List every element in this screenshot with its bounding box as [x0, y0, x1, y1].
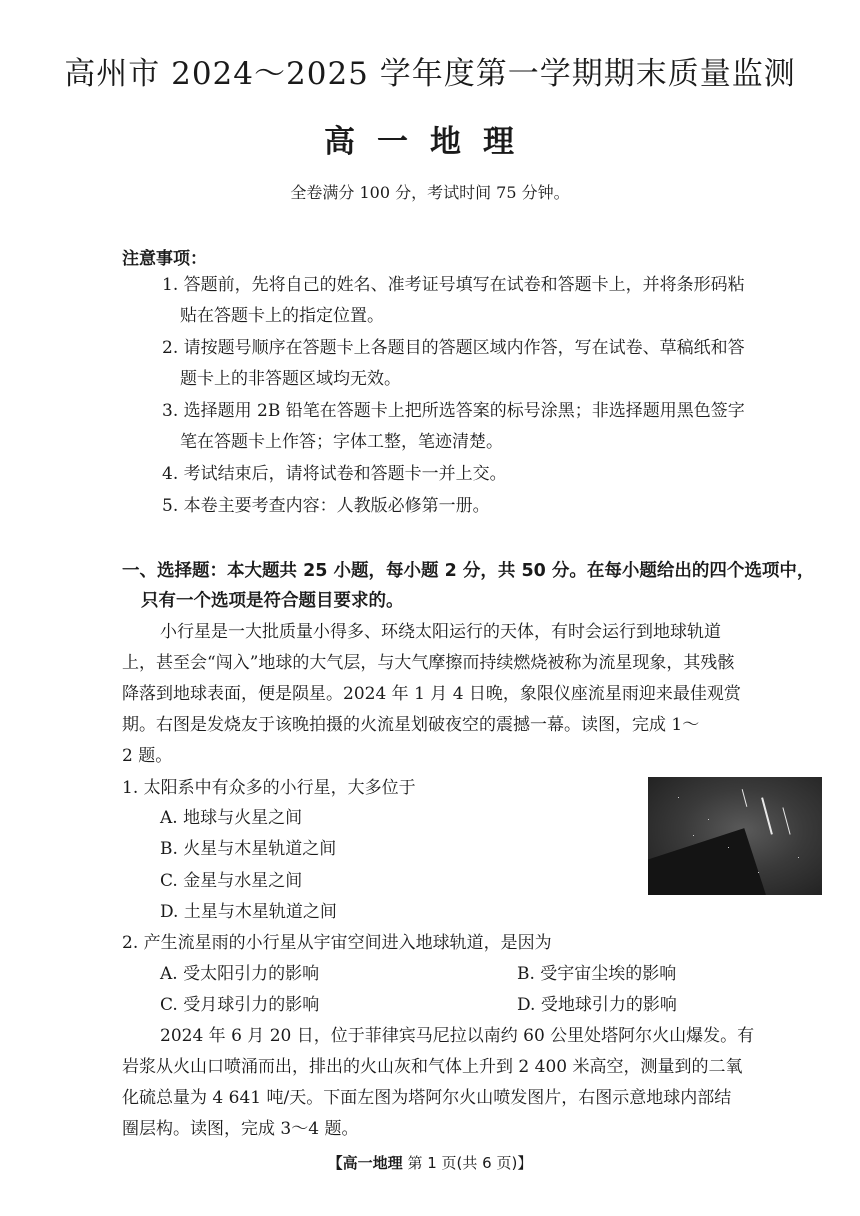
passage-line: 小行星是一大批质量小得多、环绕太阳运行的天体，有时会运行到地球轨道 [160, 622, 721, 642]
q2-option-d: D. 受地球引力的影响 [517, 995, 677, 1015]
section-heading [122, 556, 832, 616]
note-line: 题卡上的非答题区域均无效。 [180, 369, 401, 389]
question-2-stem: 2. 产生流星雨的小行星从宇宙空间进入地球轨道，是因为 [122, 933, 552, 953]
footer-page-number: 第 1 页(共 6 页)】 [407, 1154, 533, 1172]
photo-hill-silhouette [648, 828, 766, 895]
passage-line: 2 题。 [122, 746, 173, 766]
star-dot [758, 872, 759, 873]
q2-option-a: A. 受太阳引力的影响 [160, 964, 320, 984]
note-item [162, 491, 822, 522]
note-item [162, 270, 822, 332]
meteor-streak [761, 797, 773, 834]
notes-heading: 注意事项： [122, 249, 207, 269]
note-line: 4. 考试结束后，请将试卷和答题卡一并上交。 [162, 464, 507, 484]
q2-option-c: C. 受月球引力的影响 [160, 995, 320, 1015]
passage-meteor [122, 617, 822, 772]
footer-subject: 【高一地理 [327, 1154, 403, 1172]
meteor-streak [782, 807, 790, 834]
star-dot [728, 847, 729, 848]
note-item [162, 333, 822, 395]
subject-title: 高一地理 [324, 124, 536, 160]
star-dot [678, 797, 679, 798]
q1-option-a: A. 地球与火星之间 [160, 808, 303, 828]
passage-line: 上，甚至会“闯入”地球的大气层，与大气摩擦而持续燃烧被称为流星现象，其残骸 [122, 653, 735, 673]
section-heading-line: 只有一个选项是符合题目要求的。 [141, 591, 404, 611]
q2-option-b: B. 受宇宙尘埃的影响 [517, 964, 677, 984]
meteor-photo [648, 777, 822, 895]
exam-meta: 全卷满分 100 分，考试时间 75 分钟。 [290, 183, 570, 202]
passage-volcano [122, 1021, 822, 1145]
q1-option-b: B. 火星与木星轨道之间 [160, 839, 337, 859]
passage-line: 期。右图是发烧友于该晚拍摄的火流星划破夜空的震撼一幕。读图，完成 1～ [122, 715, 700, 735]
exam-title: 高州市 2024～2025 学年度第一学期期末质量监测 [64, 56, 796, 92]
note-line: 1. 答题前，先将自己的姓名、准考证号填写在试卷和答题卡上，并将条形码粘 [162, 275, 745, 295]
note-line: 3. 选择题用 2B 铅笔在答题卡上把所选答案的标号涂黑；非选择题用黑色签字 [162, 401, 745, 421]
passage-line: 化硫总量为 4 641 吨/天。下面左图为塔阿尔火山喷发图片，右图示意地球内部结 [122, 1088, 732, 1108]
page-footer [0, 1152, 860, 1173]
star-dot [798, 857, 799, 858]
q1-option-d: D. 土星与木星轨道之间 [160, 902, 337, 922]
passage-line: 降落到地球表面，便是陨星。2024 年 1 月 4 日晚，象限仪座流星雨迎来最佳观赏 [122, 684, 741, 704]
note-item [162, 396, 822, 458]
note-line: 贴在答题卡上的指定位置。 [180, 306, 384, 326]
passage-line: 岩浆从火山口喷涌而出，排出的火山灰和气体上升到 2 400 米高空，测量到的二氧 [122, 1057, 743, 1077]
note-line: 2. 请按题号顺序在答题卡上各题目的答题区域内作答，写在试卷、草稿纸和答 [162, 338, 745, 358]
passage-line: 圈层构。读图，完成 3～4 题。 [122, 1119, 359, 1139]
q1-option-c: C. 金星与水星之间 [160, 871, 303, 891]
star-dot [693, 835, 694, 836]
note-line: 5. 本卷主要考查内容：人教版必修第一册。 [162, 496, 490, 516]
note-item [162, 459, 822, 490]
star-dot [708, 819, 709, 820]
meteor-streak [742, 789, 748, 807]
question-1-stem: 1. 太阳系中有众多的小行星，大多位于 [122, 778, 416, 798]
section-heading-line: 一、选择题：本大题共 25 小题，每小题 2 分，共 50 分。在每小题给出的四个选项中， [122, 561, 815, 581]
note-line: 笔在答题卡上作答；字体工整，笔迹清楚。 [180, 432, 503, 452]
passage-line: 2024 年 6 月 20 日，位于菲律宾马尼拉以南约 60 公里处塔阿尔火山爆发。有 [160, 1026, 755, 1046]
